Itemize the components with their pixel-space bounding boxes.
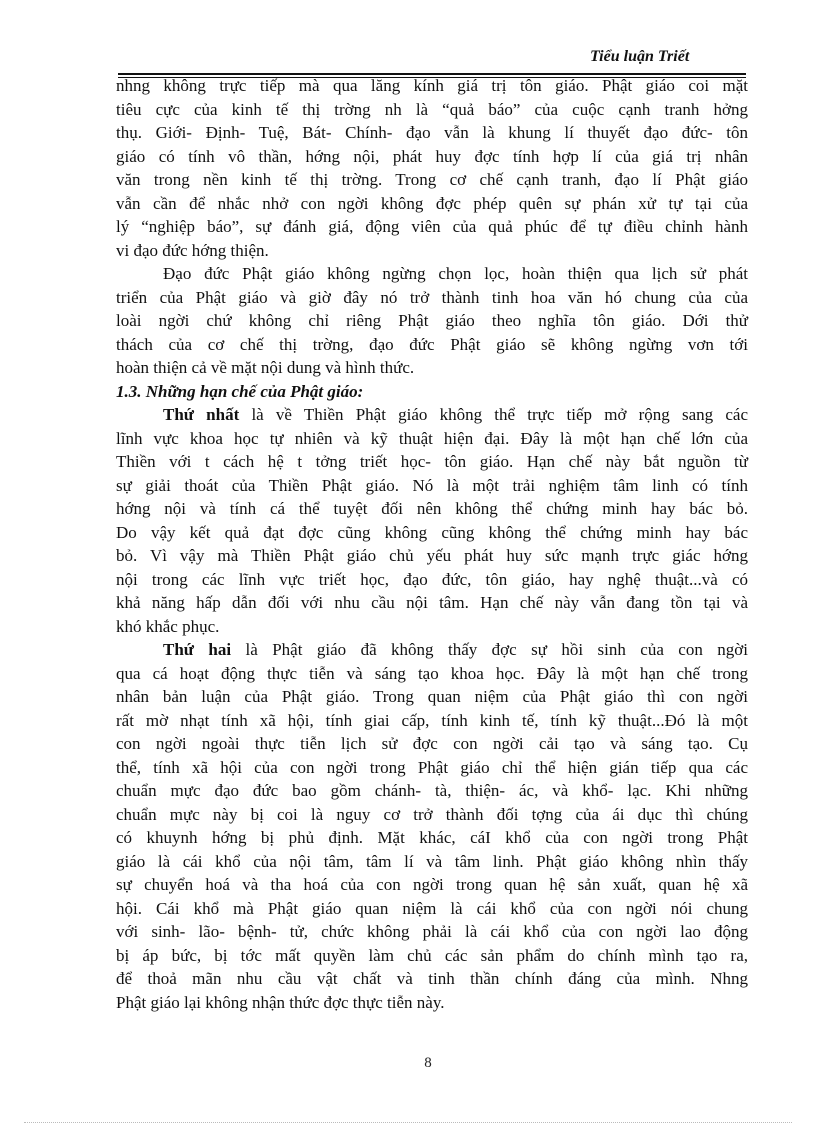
paragraph-line-text: là về Thiền Phật giáo không thể trực tiếp mở rộng sang các — [239, 405, 748, 424]
paragraph-line: thách của cơ chế thị trờng, đạo đức Phật giáo sẽ không ngừng vơn tới — [116, 334, 748, 354]
paragraph-line: triển của Phật giáo và giờ đây nó trở thành tinh hoa văn hó chung của của — [116, 287, 748, 307]
paragraph-line: thụ. Giới- Định- Tuệ, Bát- Chính- đạo vẫn là khung lí thuyết đạo đức- tôn — [116, 123, 748, 142]
page-number: 8 — [424, 1055, 432, 1071]
paragraph-line: con ngời ngoài thực tiễn lịch sử đợc con ngời cải tạo và sáng tạo. Cụ — [116, 734, 748, 753]
paragraph-line: hớng nội và tính cá thể tuyệt đối nên không thể chứng minh hay bác bỏ. — [116, 499, 748, 518]
paragraph-line: Thiền với t cách hệ t tởng triết học- tôn giáo. Hạn chế này bắt nguồn từ — [116, 452, 748, 471]
section-heading: 1.3. Những hạn chế của Phật giáo: — [116, 381, 364, 401]
paragraph-line: qua cá hoạt động thực tiễn và sáng tạo khoa học. Đây là một hạn chế trong — [116, 663, 748, 683]
paragraph-line: lĩnh vực khoa học tự nhiên và kỹ thuật hiện đại. Đây là một hạn chế lớn của — [116, 428, 748, 448]
paragraph-line: vi đạo đức hớng thiện. — [116, 240, 269, 260]
paragraph-line: Do vậy kết quả đạt đợc cũng không cũng không thể chứng minh hay bác — [116, 522, 748, 542]
paragraph-line: để thoả mãn nhu cầu vật chất và tinh thần chính đáng của mình. Nhng — [116, 969, 748, 988]
paragraph-line: lý “nghiệp báo”, sự đánh giá, động viên của quả phúc để tự điều chỉnh hành — [116, 217, 748, 236]
paragraph-line: nội trong các lĩnh vực triết học, đạo đức, tôn giáo, hay nghệ thuật...và có — [116, 569, 748, 589]
paragraph-line: khả năng hấp dẫn đối với nhu cầu nội tâm. Hạn chế này vẫn đang tồn tại và — [116, 593, 748, 612]
paragraph-line — [116, 638, 748, 662]
paragraph-line: loài ngời chứ không chỉ riêng Phật giáo theo nghĩa tôn giáo. Dới thử — [116, 311, 748, 330]
paragraph-lead-term: Thứ nhất — [163, 405, 240, 424]
paragraph-line: thể, tính xã hội của con ngời trong Phật giáo chỉ thể hiện gián tiếp qua các — [116, 757, 748, 777]
paragraph-line: sự chuyển hoá và tha hoá của con ngời trong quan hệ sản xuất, quan hệ xã — [116, 875, 748, 894]
paragraph-line: hội. Cái khổ mà Phật giáo quan niệm là cái khổ của con ngời nói chung — [116, 898, 748, 918]
paragraph-line: có khuynh hớng bị phủ định. Mặt khác, cáI khổ của con ngời trong Phật — [116, 828, 748, 847]
paragraph-line: vẫn cần để nhắc nhở con ngời không đợc phép quên sự phán xử tự tại của — [116, 193, 748, 213]
paragraph-line: bị áp bức, bị tớc mất quyền làm chủ các sản phẩm do chính mình tạo ra, — [116, 945, 748, 965]
document-body — [116, 74, 748, 1014]
paragraph-line: sự giải thoát của Thiền Phật giáo. Nó là một trải nghiệm tâm linh có tính — [116, 475, 748, 495]
paragraph-line: tiêu cực của kinh tế thị trờng nh là “quả báo” của cuộc cạnh tranh hởng — [116, 99, 748, 119]
paragraph-line-text: là Phật giáo đã không thấy đợc sự hồi sinh của con ngời — [231, 640, 748, 659]
paragraph-line: nhân bản luận của Phật giáo. Trong quan niệm của Phật giáo thì con ngời — [116, 687, 748, 706]
paragraph-line: nhng không trực tiếp mà qua lăng kính giá trị tôn giáo. Phật giáo coi mặt — [116, 76, 748, 95]
paragraph-line: Phật giáo lại không nhận thức đợc thực tiễn này. — [116, 992, 445, 1012]
paragraph-line — [116, 403, 748, 427]
paragraph-line: Đạo đức Phật giáo không ngừng chọn lọc, hoàn thiện qua lịch sử phát — [163, 264, 748, 283]
paragraph-line: với sinh- lão- bệnh- tử, chức không phải là cái khổ của con ngời lao động — [116, 922, 748, 941]
running-header-title: Tiểu luận Triết — [590, 48, 690, 65]
paragraph-line: hoàn thiện cả về mặt nội dung và hình thức. — [116, 358, 415, 377]
paragraph-lead-term: Thứ hai — [163, 640, 232, 659]
paragraph-line: giáo là cái khổ của nội tâm, tâm lí và tâm linh. Phật giáo không nhìn thấy — [116, 851, 748, 871]
paragraph-line: chuẩn mực đạo đức bao gồm chánh- tà, thiện- ác, và khổ- lạc. Khi những — [116, 781, 748, 800]
paragraph-line: rất mờ nhạt tính xã hội, tính giai cấp, tính kinh tế, tính kỹ thuật...Đó là một — [116, 710, 748, 730]
paragraph-line: chuẩn mực này bị coi là nguy cơ trở thành đối tợng của ái dục thì chúng — [116, 804, 748, 824]
paragraph-line: văn trong nền kinh tế thị trờng. Trong cơ chế cạnh tranh, đạo lí Phật giáo — [116, 170, 748, 189]
paragraph-line: bỏ. Vì vậy mà Thiền Phật giáo chủ yếu phát huy sức mạnh trực giác hớng — [116, 546, 748, 565]
paragraph-line: khó khắc phục. — [116, 616, 220, 636]
paragraph-line: giáo có tính vô thần, hớng nội, phát huy đợc tính hợp lí của giá trị nhân — [116, 146, 748, 166]
